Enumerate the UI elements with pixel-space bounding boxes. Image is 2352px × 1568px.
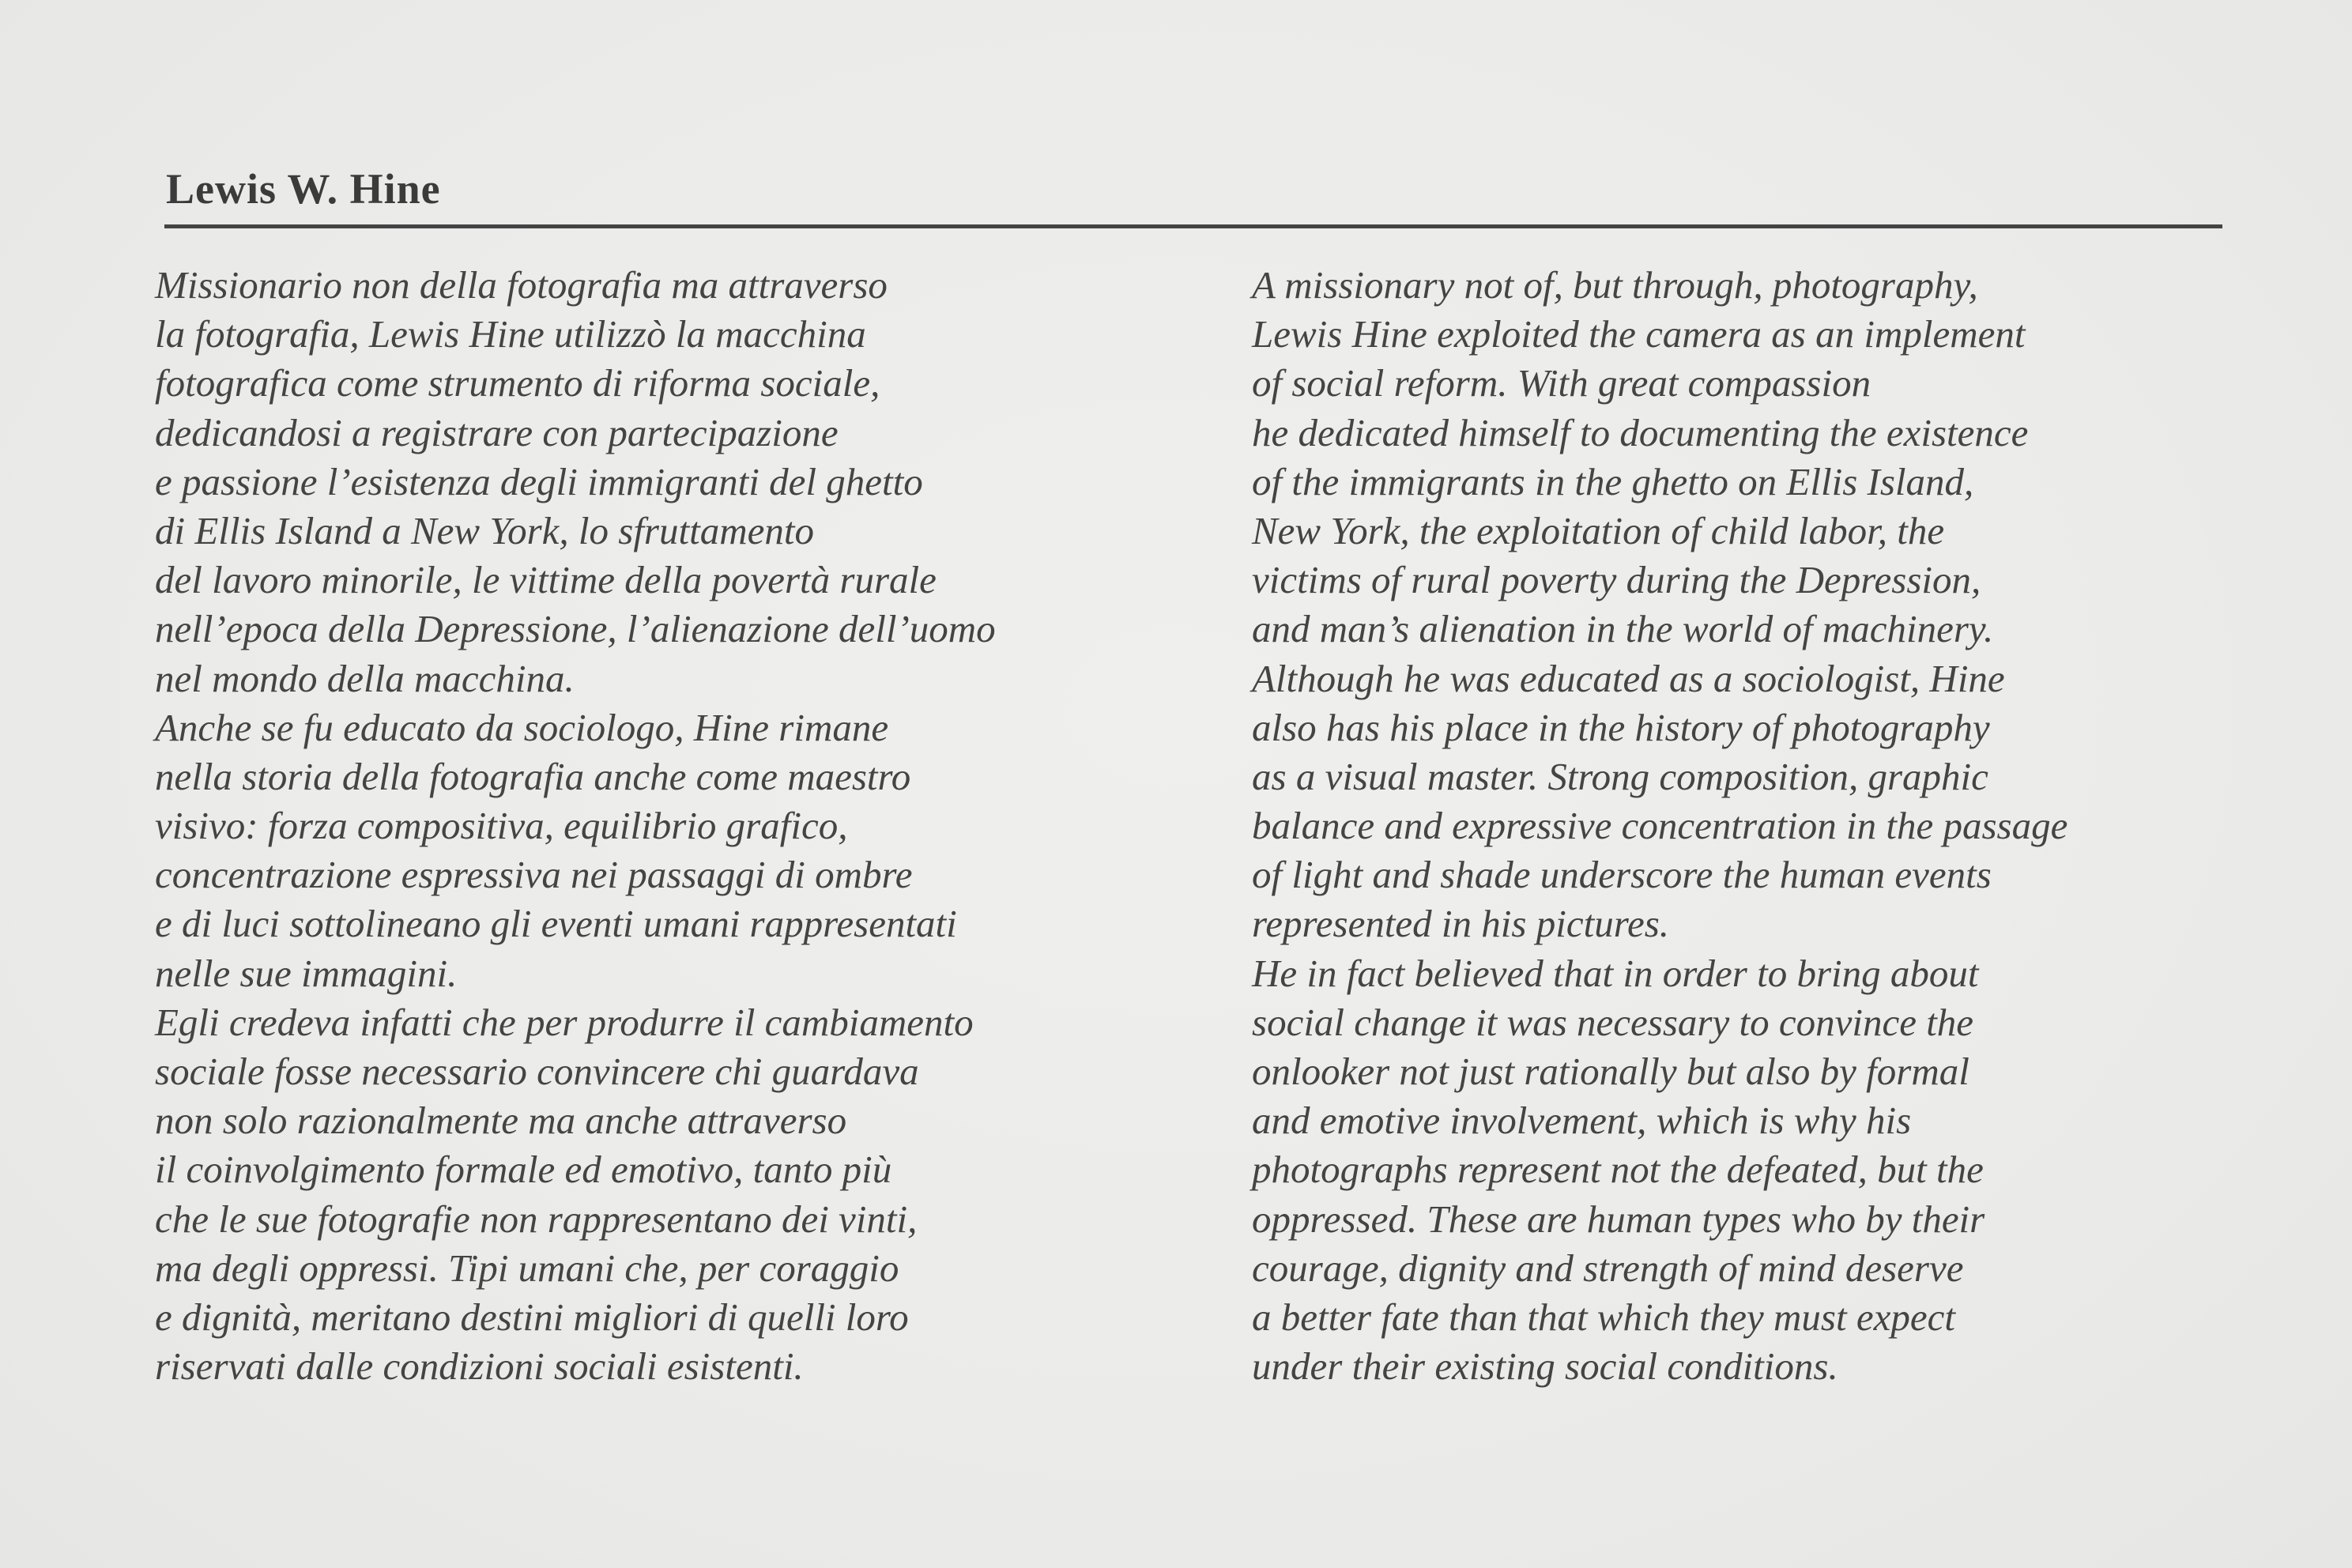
italian-text-line: visivo: forza compositiva, equilibrio grafico, — [155, 804, 848, 848]
italian-text-line: Anche se fu educato da sociologo, Hine rimane — [155, 705, 889, 749]
italian-text-line: del lavoro minorile, le vittime della povertà rurale — [155, 558, 937, 602]
english-text-line: Although he was educated as a sociologist, Hine — [1252, 656, 2005, 700]
english-text-line: New York, the exploitation of child labor, the — [1252, 508, 1945, 552]
heading-rule — [164, 224, 2222, 228]
english-text-line: he dedicated himself to documenting the existence — [1252, 410, 2029, 454]
english-text-line: social change it was necessary to convince the — [1252, 1000, 1974, 1044]
italian-text-line: ma degli oppressi. Tipi umani che, per coraggio — [155, 1246, 899, 1290]
italian-text-line: nel mondo della macchina. — [155, 656, 575, 700]
english-text-line: oppressed. These are human types who by their — [1252, 1197, 1985, 1241]
italian-text-line: Missionario non della fotografia ma attraverso — [155, 263, 888, 307]
english-text-column — [1252, 261, 2279, 1391]
english-text-line: as a visual master. Strong composition, graphic — [1252, 754, 1988, 798]
english-text-line: courage, dignity and strength of mind deserve — [1252, 1246, 1964, 1290]
italian-text-line: fotografica come strumento di riforma sociale, — [155, 361, 880, 405]
italian-text-line: e passione l’esistenza degli immigranti del ghetto — [155, 459, 923, 503]
english-text-line: onlooker not just rationally but also by formal — [1252, 1050, 1969, 1093]
english-text-line: photographs represent not the defeated, but the — [1252, 1148, 1984, 1192]
italian-text-line: il coinvolgimento formale ed emotivo, tanto più — [155, 1148, 892, 1192]
italian-text-line: la fotografia, Lewis Hine utilizzò la macchina — [155, 312, 866, 356]
italian-text-line: riservati dalle condizioni sociali esistenti. — [155, 1344, 804, 1389]
english-text-line: He in fact believed that in order to bring about — [1252, 951, 1979, 995]
english-text-line: Lewis Hine exploited the camera as an implement — [1252, 312, 2026, 356]
italian-text-line: sociale fosse necessario convincere chi guardava — [155, 1050, 919, 1093]
italian-text-line: concentrazione espressiva nei passaggi di ombre — [155, 853, 913, 897]
english-text-line: a better fate than that which they must expect — [1252, 1295, 1955, 1339]
italian-text-line: e dignità, meritano destini migliori di quelli loro — [155, 1295, 909, 1339]
english-text-line: also has his place in the history of photography — [1252, 705, 1990, 749]
english-text-line: of social reform. With great compassion — [1252, 361, 1871, 405]
english-text-line: victims of rural poverty during the Depression, — [1252, 558, 1981, 602]
italian-text-line: dedicandosi a registrare con partecipazione — [155, 410, 839, 454]
english-text-line: of light and shade underscore the human events — [1252, 853, 1992, 897]
italian-text-line: di Ellis Island a New York, lo sfruttamento — [155, 508, 814, 552]
english-text-line: of the immigrants in the ghetto on Ellis Island, — [1252, 459, 1974, 503]
english-text-line: A missionary not of, but through, photography, — [1252, 263, 1978, 307]
english-text-line: and man’s alienation in the world of machinery. — [1252, 607, 1994, 651]
italian-text-column — [155, 261, 1182, 1391]
italian-text-line: non solo razionalmente ma anche attraverso — [155, 1099, 847, 1143]
italian-text-line: e di luci sottolineano gli eventi umani rappresentati — [155, 902, 957, 946]
italian-text-line: che le sue fotografie non rappresentano dei vinti, — [155, 1197, 918, 1241]
italian-text-line: Egli credeva infatti che per produrre il cambiamento — [155, 1000, 974, 1044]
italian-text-line: nell’epoca della Depressione, l’alienazione dell’uomo — [155, 607, 996, 651]
english-text-line: under their existing social conditions. — [1252, 1344, 1838, 1389]
english-text-line: balance and expressive concentration in the passage — [1252, 804, 2068, 848]
page-heading: Lewis W. Hine — [166, 165, 441, 213]
english-text-line: represented in his pictures. — [1252, 902, 1670, 946]
english-text-line: and emotive involvement, which is why his — [1252, 1099, 1912, 1143]
italian-text-line: nella storia della fotografia anche come maestro — [155, 754, 911, 798]
italian-text-line: nelle sue immagini. — [155, 951, 458, 995]
